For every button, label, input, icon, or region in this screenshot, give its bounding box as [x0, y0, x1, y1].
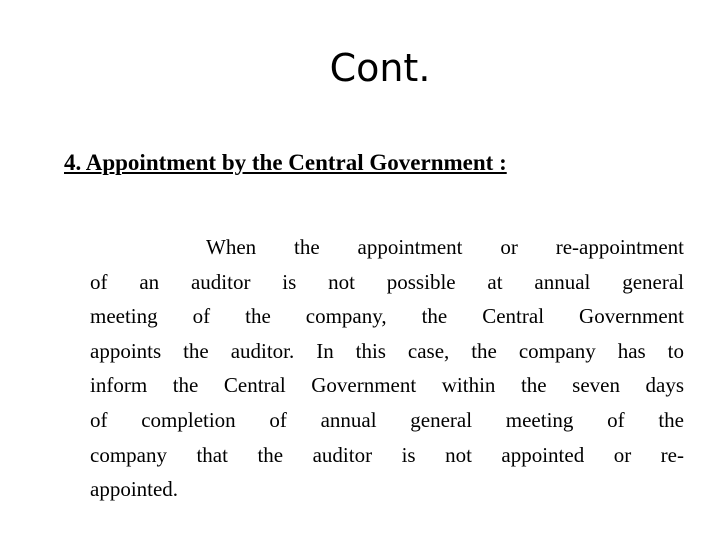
paragraph-line: of completion of annual general meeting of the [90, 407, 684, 432]
paragraph-line: meeting of the company, the Central Government [90, 304, 684, 329]
paragraph-line: When the appointment or re-appointment [206, 235, 684, 259]
paragraph-line: company that the auditor is not appointed or re- [90, 442, 684, 467]
body-paragraph [90, 230, 684, 507]
paragraph-line: inform the Central Government within the seven days [90, 373, 684, 398]
paragraph-line: appoints the auditor. In this case, the company has to [90, 338, 684, 363]
section-heading: 4. Appointment by the Central Government : [64, 150, 507, 175]
slide-title: Cont. [329, 46, 431, 90]
paragraph-line: appointed. [90, 477, 179, 502]
paragraph-line: of an auditor is not possible at annual general [90, 269, 684, 294]
